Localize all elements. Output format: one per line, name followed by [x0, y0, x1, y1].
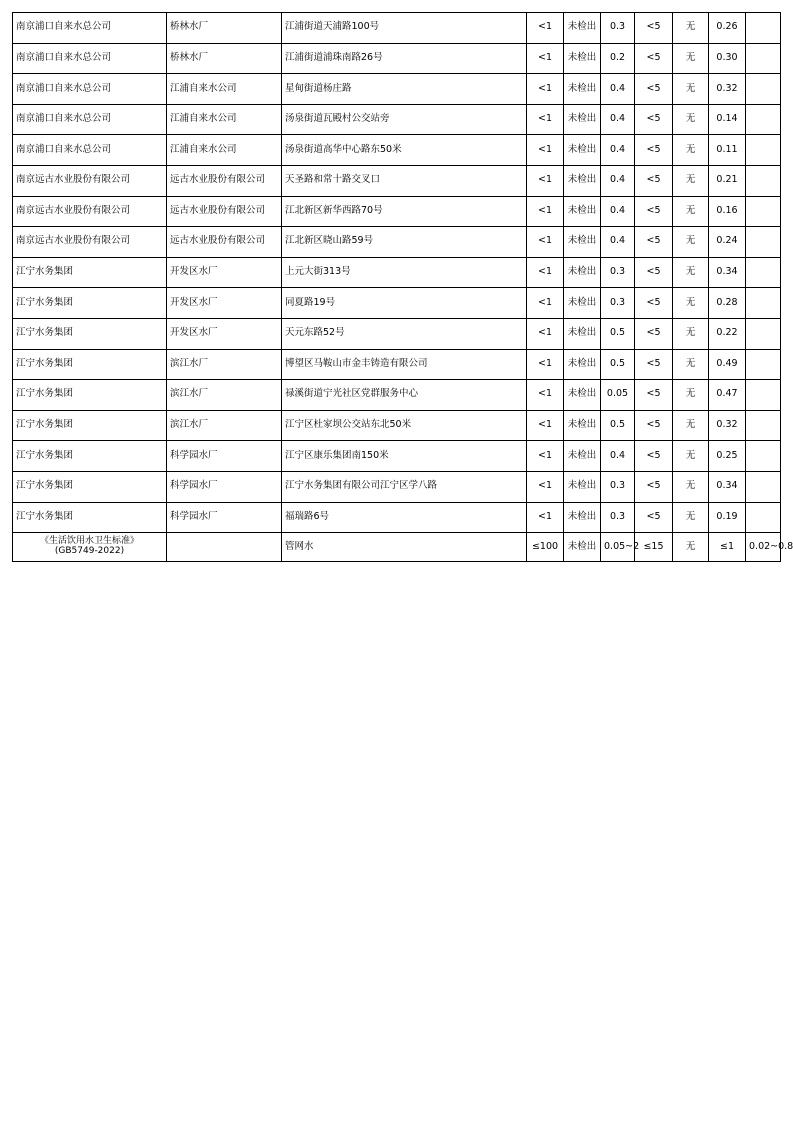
plant-cell: 远古水业股份有限公司: [167, 227, 282, 258]
value4-cell: <5: [635, 380, 673, 411]
table-row: [13, 227, 781, 258]
company-cell: 南京浦口自来水总公司: [13, 104, 167, 135]
value2-cell: 未检出: [564, 165, 601, 196]
standard-v3-cell: 0.05~2: [601, 533, 635, 562]
value1-cell: <1: [527, 104, 564, 135]
site-cell: 江浦街道浦珠南路26号: [282, 43, 527, 74]
site-cell: 博望区马鞍山市金丰铸造有限公司: [282, 349, 527, 380]
value6-cell: 0.26: [709, 13, 746, 44]
company-cell: 江宁水务集团: [13, 410, 167, 441]
value7-cell: [746, 13, 781, 44]
value3-cell: 0.4: [601, 227, 635, 258]
site-cell: 上元大街313号: [282, 257, 527, 288]
value3-cell: 0.4: [601, 441, 635, 472]
value2-cell: 未检出: [564, 318, 601, 349]
value2-cell: 未检出: [564, 104, 601, 135]
value5-cell: 无: [673, 349, 709, 380]
value1-cell: <1: [527, 74, 564, 105]
value3-cell: 0.5: [601, 318, 635, 349]
value2-cell: 未检出: [564, 471, 601, 502]
value5-cell: 无: [673, 74, 709, 105]
value4-cell: <5: [635, 471, 673, 502]
value3-cell: 0.5: [601, 410, 635, 441]
plant-cell: 科学园水厂: [167, 502, 282, 533]
value1-cell: <1: [527, 257, 564, 288]
site-cell: 汤泉街道瓦殿村公交站旁: [282, 104, 527, 135]
plant-cell: 开发区水厂: [167, 288, 282, 319]
value5-cell: 无: [673, 257, 709, 288]
value7-cell: [746, 502, 781, 533]
value6-cell: 0.28: [709, 288, 746, 319]
value2-cell: 未检出: [564, 380, 601, 411]
value4-cell: <5: [635, 441, 673, 472]
standard-name-line2: (GB5749-2022): [54, 546, 125, 557]
value4-cell: <5: [635, 349, 673, 380]
table-row: [13, 380, 781, 411]
value6-cell: 0.25: [709, 441, 746, 472]
value3-cell: 0.4: [601, 165, 635, 196]
value3-cell: 0.05: [601, 380, 635, 411]
value6-cell: 0.11: [709, 135, 746, 166]
value1-cell: <1: [527, 502, 564, 533]
value2-cell: 未检出: [564, 502, 601, 533]
site-cell: 江宁区杜家坝公交站东北50米: [282, 410, 527, 441]
value5-cell: 无: [673, 318, 709, 349]
table-row: [13, 441, 781, 472]
table-row: [13, 135, 781, 166]
value3-cell: 0.4: [601, 74, 635, 105]
value7-cell: [746, 349, 781, 380]
value5-cell: 无: [673, 165, 709, 196]
value6-cell: 0.47: [709, 380, 746, 411]
value1-cell: <1: [527, 43, 564, 74]
value7-cell: [746, 74, 781, 105]
value2-cell: 未检出: [564, 74, 601, 105]
value2-cell: 未检出: [564, 227, 601, 258]
value2-cell: 未检出: [564, 410, 601, 441]
value4-cell: <5: [635, 74, 673, 105]
value5-cell: 无: [673, 410, 709, 441]
plant-cell: 江浦自来水公司: [167, 104, 282, 135]
standard-name-line1: 《生活饮用水卫生标准》: [39, 536, 139, 547]
value7-cell: [746, 410, 781, 441]
standard-v4-cell: ≤15: [635, 533, 673, 562]
value7-cell: [746, 380, 781, 411]
value5-cell: 无: [673, 13, 709, 44]
value7-cell: [746, 196, 781, 227]
value6-cell: 0.32: [709, 74, 746, 105]
value5-cell: 无: [673, 288, 709, 319]
plant-cell: 科学园水厂: [167, 441, 282, 472]
value7-cell: [746, 104, 781, 135]
value6-cell: 0.34: [709, 257, 746, 288]
value7-cell: [746, 257, 781, 288]
site-cell: 江北新区晓山路59号: [282, 227, 527, 258]
company-cell: 南京远古水业股份有限公司: [13, 196, 167, 227]
value5-cell: 无: [673, 471, 709, 502]
site-cell: 星甸街道杨庄路: [282, 74, 527, 105]
value4-cell: <5: [635, 257, 673, 288]
value3-cell: 0.3: [601, 288, 635, 319]
table-row: [13, 165, 781, 196]
table-row: [13, 410, 781, 441]
value7-cell: [746, 441, 781, 472]
site-cell: 天圣路和常十路交叉口: [282, 165, 527, 196]
value4-cell: <5: [635, 318, 673, 349]
site-cell: 江浦街道天浦路100号: [282, 13, 527, 44]
value1-cell: <1: [527, 380, 564, 411]
value4-cell: <5: [635, 165, 673, 196]
site-cell: 天元东路52号: [282, 318, 527, 349]
company-cell: 南京远古水业股份有限公司: [13, 165, 167, 196]
value1-cell: <1: [527, 288, 564, 319]
value3-cell: 0.4: [601, 196, 635, 227]
table-row: [13, 288, 781, 319]
plant-cell: 科学园水厂: [167, 471, 282, 502]
plant-cell: 桥林水厂: [167, 13, 282, 44]
value3-cell: 0.3: [601, 471, 635, 502]
value2-cell: 未检出: [564, 196, 601, 227]
value5-cell: 无: [673, 380, 709, 411]
value7-cell: [746, 165, 781, 196]
standard-v1-cell: ≤100: [527, 533, 564, 562]
value4-cell: <5: [635, 196, 673, 227]
value3-cell: 0.4: [601, 104, 635, 135]
value1-cell: <1: [527, 318, 564, 349]
company-cell: 江宁水务集团: [13, 441, 167, 472]
value6-cell: 0.14: [709, 104, 746, 135]
value2-cell: 未检出: [564, 257, 601, 288]
value5-cell: 无: [673, 104, 709, 135]
value5-cell: 无: [673, 196, 709, 227]
value4-cell: <5: [635, 288, 673, 319]
value5-cell: 无: [673, 227, 709, 258]
value2-cell: 未检出: [564, 441, 601, 472]
site-cell: 同夏路19号: [282, 288, 527, 319]
plant-cell: 滨江水厂: [167, 349, 282, 380]
standard-name-cell: [13, 533, 167, 562]
value7-cell: [746, 135, 781, 166]
value4-cell: <5: [635, 104, 673, 135]
value1-cell: <1: [527, 441, 564, 472]
value3-cell: 0.3: [601, 257, 635, 288]
site-cell: 江宁水务集团有限公司江宁区学八路: [282, 471, 527, 502]
value3-cell: 0.3: [601, 502, 635, 533]
value4-cell: <5: [635, 13, 673, 44]
company-cell: 南京浦口自来水总公司: [13, 135, 167, 166]
plant-cell: 桥林水厂: [167, 43, 282, 74]
table-row: [13, 257, 781, 288]
value4-cell: <5: [635, 135, 673, 166]
standard-v6-cell: ≤1: [709, 533, 746, 562]
value6-cell: 0.24: [709, 227, 746, 258]
site-cell: 汤泉街道高华中心路东50米: [282, 135, 527, 166]
value5-cell: 无: [673, 135, 709, 166]
site-cell: 江宁区康乐集团南150米: [282, 441, 527, 472]
company-cell: 江宁水务集团: [13, 318, 167, 349]
value6-cell: 0.22: [709, 318, 746, 349]
table-row: [13, 13, 781, 44]
company-cell: 江宁水务集团: [13, 349, 167, 380]
standard-plant-cell: [167, 533, 282, 562]
value7-cell: [746, 318, 781, 349]
value6-cell: 0.19: [709, 502, 746, 533]
standard-v2-cell: 未检出: [564, 533, 601, 562]
site-cell: 江北新区新华西路70号: [282, 196, 527, 227]
table-body: [13, 13, 781, 533]
water-quality-table: [12, 12, 793, 562]
value4-cell: <5: [635, 43, 673, 74]
value3-cell: 0.3: [601, 13, 635, 44]
table-row: [13, 74, 781, 105]
plant-cell: 滨江水厂: [167, 410, 282, 441]
value6-cell: 0.21: [709, 165, 746, 196]
plant-cell: 滨江水厂: [167, 380, 282, 411]
value4-cell: <5: [635, 410, 673, 441]
value6-cell: 0.32: [709, 410, 746, 441]
value1-cell: <1: [527, 471, 564, 502]
table-row: [13, 43, 781, 74]
company-cell: 江宁水务集团: [13, 288, 167, 319]
value5-cell: 无: [673, 43, 709, 74]
company-cell: 南京远古水业股份有限公司: [13, 227, 167, 258]
value6-cell: 0.30: [709, 43, 746, 74]
value7-cell: [746, 43, 781, 74]
value1-cell: <1: [527, 196, 564, 227]
plant-cell: 江浦自来水公司: [167, 135, 282, 166]
site-cell: 福瑞路6号: [282, 502, 527, 533]
value2-cell: 未检出: [564, 13, 601, 44]
value5-cell: 无: [673, 502, 709, 533]
value3-cell: 0.4: [601, 135, 635, 166]
table-row: [13, 349, 781, 380]
plant-cell: 江浦自来水公司: [167, 74, 282, 105]
value6-cell: 0.34: [709, 471, 746, 502]
table-row: [13, 196, 781, 227]
company-cell: 江宁水务集团: [13, 380, 167, 411]
plant-cell: 开发区水厂: [167, 257, 282, 288]
company-cell: 南京浦口自来水总公司: [13, 74, 167, 105]
value2-cell: 未检出: [564, 43, 601, 74]
table-row: [13, 471, 781, 502]
value1-cell: <1: [527, 410, 564, 441]
plant-cell: 开发区水厂: [167, 318, 282, 349]
value4-cell: <5: [635, 502, 673, 533]
value7-cell: [746, 471, 781, 502]
value2-cell: 未检出: [564, 135, 601, 166]
value1-cell: <1: [527, 349, 564, 380]
company-cell: 南京浦口自来水总公司: [13, 13, 167, 44]
plant-cell: 远古水业股份有限公司: [167, 165, 282, 196]
company-cell: 江宁水务集团: [13, 471, 167, 502]
table-row: [13, 104, 781, 135]
plant-cell: 远古水业股份有限公司: [167, 196, 282, 227]
value6-cell: 0.49: [709, 349, 746, 380]
value6-cell: 0.16: [709, 196, 746, 227]
table-row: [13, 318, 781, 349]
value1-cell: <1: [527, 227, 564, 258]
value3-cell: 0.5: [601, 349, 635, 380]
standard-v5-cell: 无: [673, 533, 709, 562]
value7-cell: [746, 288, 781, 319]
value2-cell: 未检出: [564, 349, 601, 380]
standard-v7-cell: 0.02~0.8: [746, 533, 781, 562]
standard-row: [13, 533, 781, 562]
company-cell: 江宁水务集团: [13, 502, 167, 533]
site-cell: 禄溪街道宁光社区党群服务中心: [282, 380, 527, 411]
value3-cell: 0.2: [601, 43, 635, 74]
value1-cell: <1: [527, 13, 564, 44]
value4-cell: <5: [635, 227, 673, 258]
value2-cell: 未检出: [564, 288, 601, 319]
company-cell: 南京浦口自来水总公司: [13, 43, 167, 74]
table-row: [13, 502, 781, 533]
standard-site-cell: 管网水: [282, 533, 527, 562]
value1-cell: <1: [527, 165, 564, 196]
value1-cell: <1: [527, 135, 564, 166]
value5-cell: 无: [673, 441, 709, 472]
value7-cell: [746, 227, 781, 258]
company-cell: 江宁水务集团: [13, 257, 167, 288]
